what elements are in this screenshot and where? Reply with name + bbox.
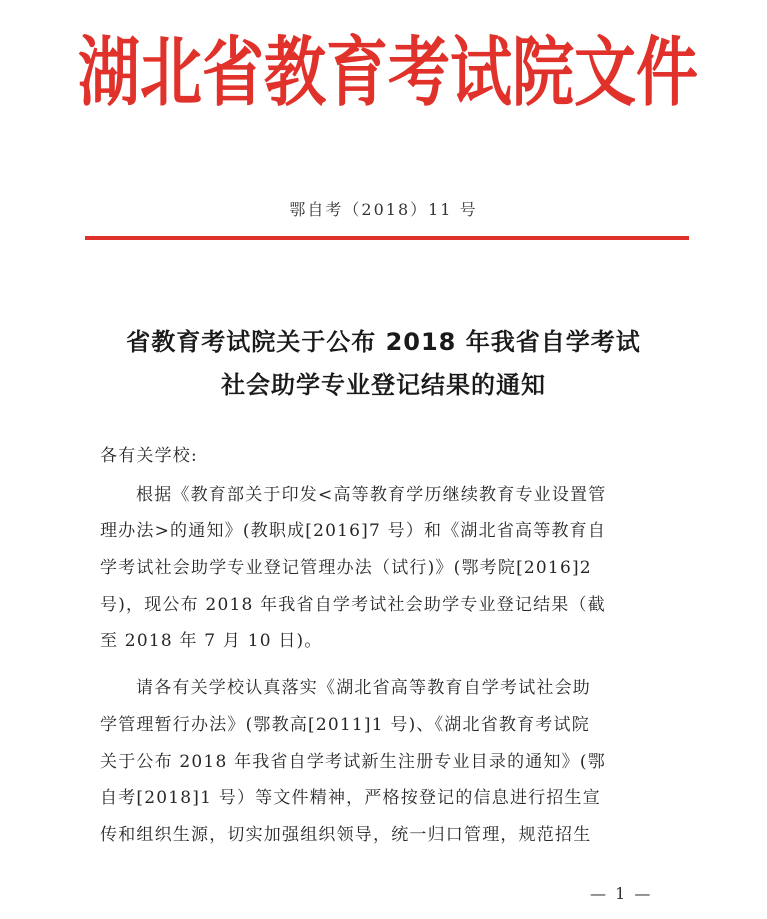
document-number: 鄂自考（2018）11 号	[289, 200, 478, 219]
notice-title-line-2: 社会助学专业登记结果的通知	[221, 371, 546, 399]
page-number: — 1 —	[590, 884, 653, 903]
red-divider-rule	[85, 236, 689, 240]
salutation: 各有关学校:	[100, 446, 198, 466]
notice-title-line-1: 省教育考试院关于公布 2018 年我省自学考试	[126, 328, 641, 356]
paragraph-1-line-4: 号)，现公布 2018 年我省自学考试社会助学专业登记结果（截	[100, 595, 606, 615]
paragraph-2-line-1: 请各有关学校认真落实《湖北省高等教育自学考试社会助	[136, 678, 591, 698]
paragraph-1-line-3: 学考试社会助学专业登记管理办法（试行)》(鄂考院[2016]2	[100, 558, 592, 578]
paragraph-2-line-5: 传和组织生源，切实加强组织领导，统一归口管理，规范招生	[100, 825, 592, 845]
masthead-title: 湖北省教育考试院文件	[78, 27, 699, 117]
paragraph-2-line-2: 学管理暂行办法》(鄂教高[2011]1 号)、《湖北省教育考试院	[100, 715, 590, 735]
paragraph-1-line-5: 至 2018 年 7 月 10 日)。	[100, 631, 323, 651]
paragraph-2-line-3: 关于公布 2018 年我省自学考试新生注册专业目录的通知》(鄂	[100, 752, 606, 772]
paragraph-2-line-4: 自考[2018]1 号）等文件精神，严格按登记的信息进行招生宣	[100, 788, 601, 808]
paragraph-1-line-1: 根据《教育部关于印发<高等教育学历继续教育专业设置管	[136, 485, 607, 505]
paragraph-1-line-2: 理办法>的通知》(教职成[2016]7 号）和《湖北省高等教育自	[100, 521, 607, 541]
